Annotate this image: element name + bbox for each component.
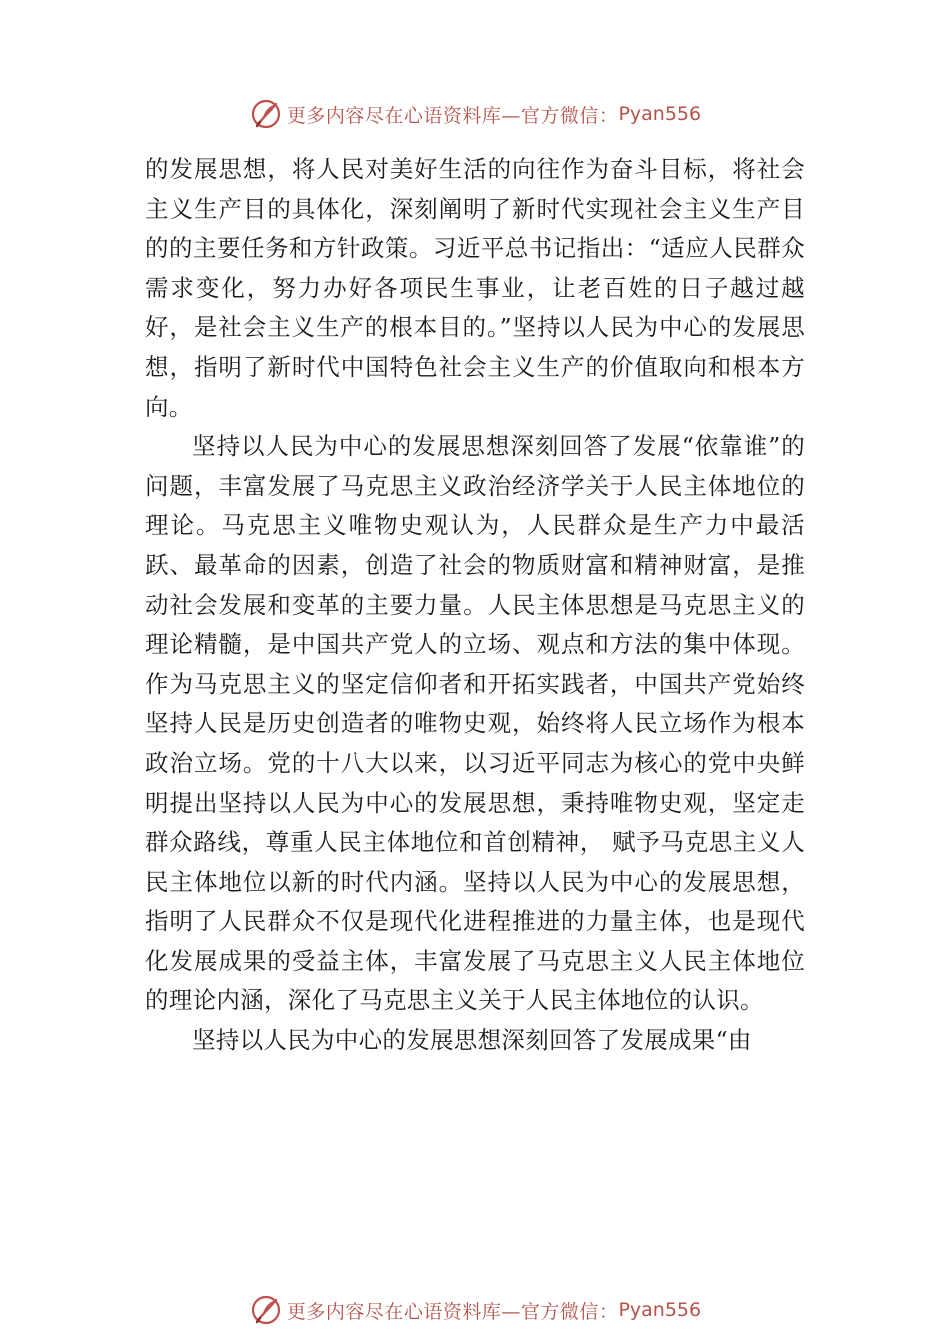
header-wechat-label: 官方微信：	[520, 104, 619, 127]
header-banner-text: 更多内容尽在心语资料库—	[286, 104, 521, 127]
paragraph: 坚持以人民为中心的发展思想深刻回答了发展“依靠谁”的问题，丰富发展了马克思主义政治经济学关于人民主体地位的理论。马克思主义唯物史观认为，人民群众是生产力中最活跃、最革命的因素，创造了社会的物质财富和精神财富，是推动社会发展和变革的主要力量。人民主体思想是马克思主义的理论精髓，是中国共产党人的立场、观点和方法的集中体现。作为马克思主义的坚定信仰者和开拓实践者，中国共产党始终坚持人民是历史创造者的唯物史观，始终将人民立场作为根本政治立场。党的十八大以来，以习近平同志为核心的党中央鲜明提出坚持以人民为中心的发展思想，秉持唯物史观，坚定走群众路线，尊重人民主体地位和首创精神， 赋予马克思主义人民主体地位以新的时代内涵。坚持以人民为中心的发展思想，指明了人民群众不仅是现代化进程推进的力量主体，也是现代化发展成果的受益主体，丰富发展了马克思主义人民主体地位的理论内涵，深化了马克思主义关于人民主体地位的认识。	[145, 432, 805, 1015]
paragraph-continuation: 的发展思想，将人民对美好生活的向往作为奋斗目标，将社会主义生产目的具体化，深刻阐明了新时代实现社会主义生产目的的主要任务和方针政策。习近平总书记指出：“适应人民群众需求变化，努力办好各项民生事业，让老百姓的日子越过越好，是社会主义生产的根本目的。”坚持以人民为中心的发展思想，指明了新时代中国特色社会主义生产的价值取向和根本方向。	[145, 155, 805, 421]
paragraph: 坚持以人民为中心的发展思想深刻回答了发展成果“由	[192, 1026, 752, 1055]
footer-banner	[0, 1290, 950, 1330]
footer-wechat-id: Pyan556	[618, 1299, 702, 1321]
footer-wechat-label: 官方微信：	[520, 1300, 619, 1323]
footer-banner-text: 更多内容尽在心语资料库—	[286, 1300, 521, 1323]
document-body	[145, 150, 805, 1061]
quill-pen-logo-icon	[249, 1293, 283, 1327]
header-banner	[0, 94, 950, 134]
quill-pen-logo-icon	[249, 97, 283, 131]
header-wechat-id: Pyan556	[618, 103, 702, 125]
